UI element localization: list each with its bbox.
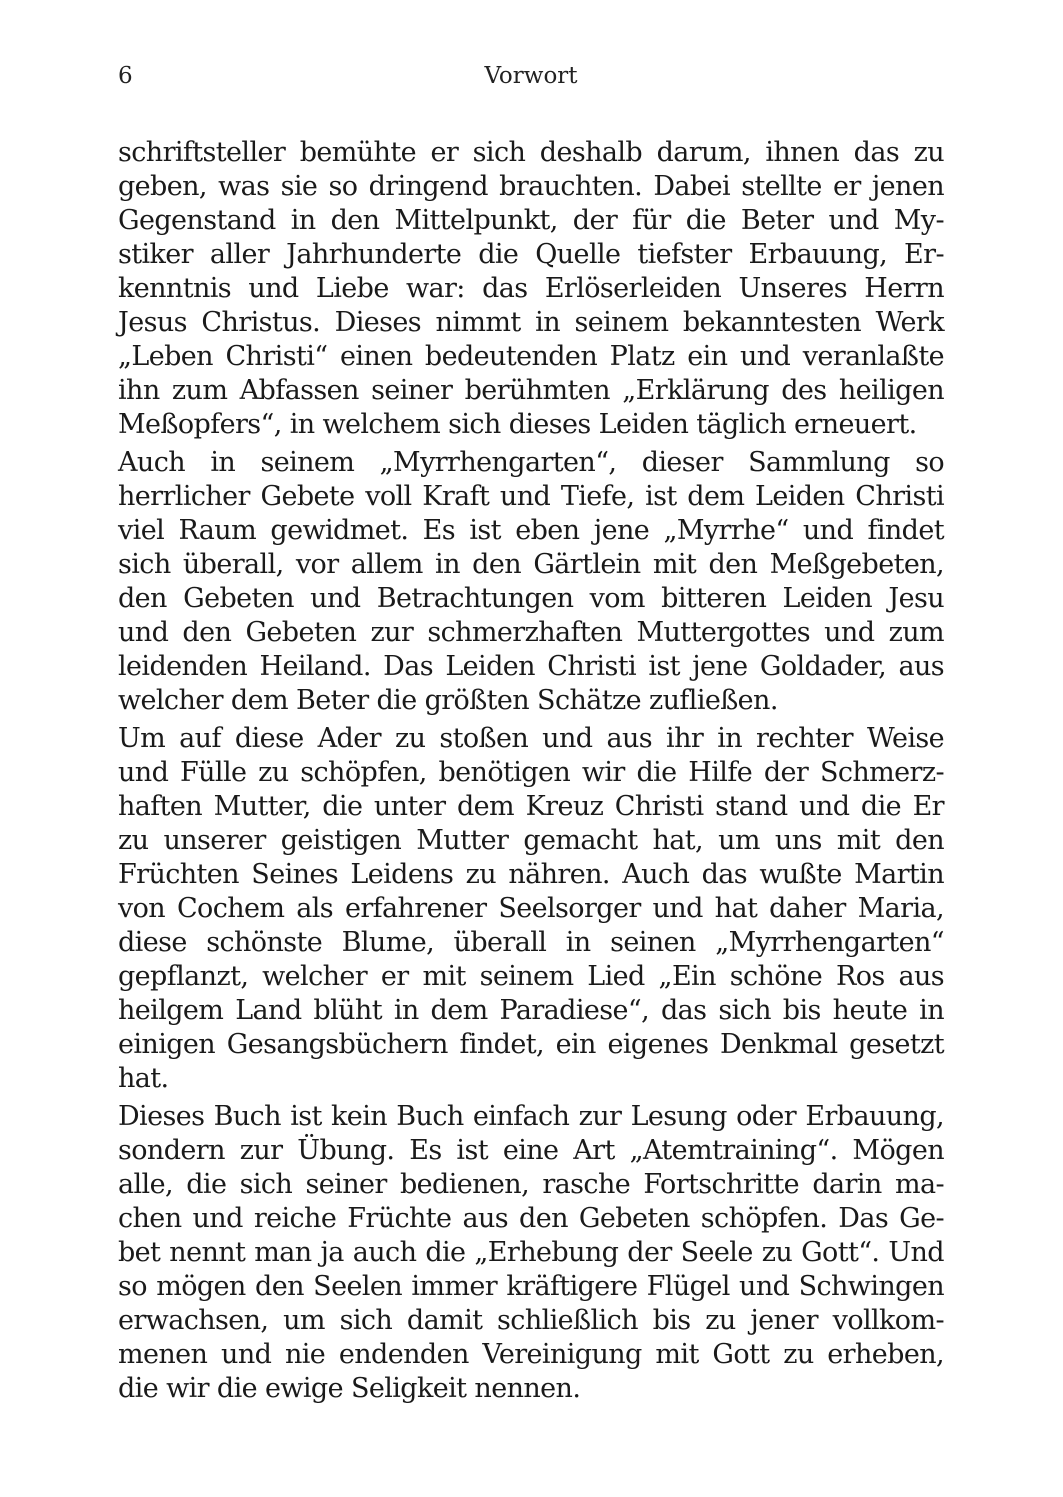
text-line: Meßopfers“, in welchem sich dieses Leiden täglich erneuert. xyxy=(118,409,917,440)
running-head xyxy=(118,58,944,94)
text-line: Früchten Seines Leidens zu nähren. Auch das wußte Martin xyxy=(118,859,944,890)
text-line: kenntnis und Liebe war: das Erlöserleiden Unseres Herrn xyxy=(118,273,944,304)
text-line: Jesus Christus. Dieses nimmt in seinem bekanntesten Werk xyxy=(118,307,944,338)
text-line: haften Mutter, die unter dem Kreuz Christi stand und die Er xyxy=(118,791,944,822)
text-line: chen und reiche Früchte aus den Gebeten schöpfen. Das Ge- xyxy=(118,1203,944,1234)
text-line: und Fülle zu schöpfen, benötigen wir die Hilfe der Schmerz- xyxy=(118,757,944,788)
text-line: gepflanzt, welcher er mit seinem Lied „Ein schöne Ros aus xyxy=(118,961,944,992)
text-line: bet nennt man ja auch die „Erhebung der Seele zu Gott“. Und xyxy=(118,1237,944,1268)
text-line: die wir die ewige Seligkeit nennen. xyxy=(118,1373,581,1404)
text-line: einigen Gesangsbüchern findet, ein eigenes Denkmal gesetzt xyxy=(118,1029,944,1060)
text-line: erwachsen, um sich damit schließlich bis zu jener vollkom- xyxy=(118,1305,944,1336)
text-line: Auch in seinem „Myrrhengarten“, dieser Sammlung so xyxy=(118,447,944,478)
text-line: menen und nie endenden Vereinigung mit Gott zu erheben, xyxy=(118,1339,944,1370)
text-line: viel Raum gewidmet. Es ist eben jene „Myrrhe“ und findet xyxy=(118,515,944,546)
text-line: Gegenstand in den Mittelpunkt, der für die Beter und My- xyxy=(118,205,944,236)
text-line: sondern zur Übung. Es ist eine Art „Atemtraining“. Mögen xyxy=(118,1135,944,1166)
text-line: den Gebeten und Betrachtungen vom bitteren Leiden Jesu xyxy=(118,583,944,614)
text-line: herrlicher Gebete voll Kraft und Tiefe, ist dem Leiden Christi xyxy=(118,481,944,512)
text-line: welcher dem Beter die größten Schätze zufließen. xyxy=(118,685,778,716)
text-line: leidenden Heiland. Das Leiden Christi ist jene Goldader, aus xyxy=(118,651,944,682)
text-line: diese schönste Blume, überall in seinen „Myrrhengarten“ xyxy=(118,927,944,958)
text-line: von Cochem als erfahrener Seelsorger und hat daher Maria, xyxy=(118,893,944,924)
text-line: Um auf diese Ader zu stoßen und aus ihr in rechter Weise xyxy=(118,723,944,754)
page-number: 6 xyxy=(118,63,133,89)
body-text xyxy=(118,136,944,1410)
text-line: so mögen den Seelen immer kräftigere Flügel und Schwingen xyxy=(118,1271,944,1302)
text-line: schriftsteller bemühte er sich deshalb darum, ihnen das zu xyxy=(118,137,944,168)
text-line: hat. xyxy=(118,1063,169,1094)
paragraph xyxy=(118,1100,944,1406)
text-line: heilgem Land blüht in dem Paradiese“, das sich bis heute in xyxy=(118,995,944,1026)
text-line: „Leben Christi“ einen bedeutenden Platz ein und veranlaßte xyxy=(118,341,944,372)
text-line: sich überall, vor allem in den Gärtlein mit den Meßgebeten, xyxy=(118,549,944,580)
paragraph xyxy=(118,136,944,442)
text-line: Dieses Buch ist kein Buch einfach zur Lesung oder Erbauung, xyxy=(118,1101,944,1132)
text-line: alle, die sich seiner bedienen, rasche Fortschritte darin ma- xyxy=(118,1169,944,1200)
text-line: zu unserer geistigen Mutter gemacht hat, um uns mit den xyxy=(118,825,944,856)
text-line: und den Gebeten zur schmerzhaften Muttergottes und zum xyxy=(118,617,944,648)
text-line: ihn zum Abfassen seiner berühmten „Erklärung des heiligen xyxy=(118,375,944,406)
running-title: Vorwort xyxy=(484,63,578,89)
paragraph xyxy=(118,722,944,1096)
text-line: stiker aller Jahrhunderte die Quelle tiefster Erbauung, Er- xyxy=(118,239,944,270)
text-line: geben, was sie so dringend brauchten. Dabei stellte er jenen xyxy=(118,171,944,202)
paragraph xyxy=(118,446,944,718)
